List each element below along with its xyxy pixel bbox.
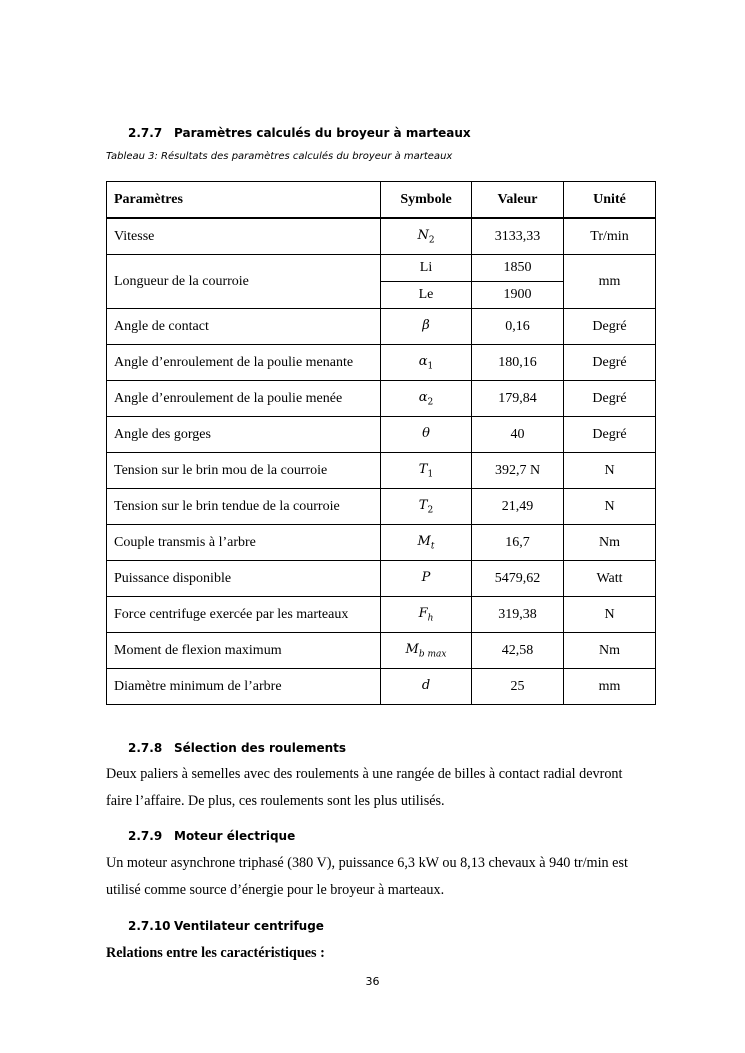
- results-table: [106, 181, 656, 705]
- section-title: Ventilateur centrifuge: [174, 919, 324, 933]
- unit-cell: mm: [564, 669, 656, 705]
- symbol-cell: [381, 669, 472, 705]
- value-cell: 319,38: [472, 597, 564, 633]
- symbol: [417, 533, 435, 552]
- paragraph-line: Deux paliers à semelles avec des roulements à une rangée de billes à contact radial devront: [106, 766, 623, 782]
- symbol-base: θ: [422, 425, 430, 441]
- symbol: [422, 426, 430, 441]
- unit-cell: N: [564, 597, 656, 633]
- value-cell: 0,16: [472, 309, 564, 345]
- header-unite: Unité: [564, 182, 656, 219]
- symbol-cell: [381, 525, 472, 561]
- param-cell: Tension sur le brin tendue de la courroie: [107, 489, 381, 525]
- value-cell: 1850: [472, 255, 564, 282]
- value-cell: 25: [472, 669, 564, 705]
- symbol: [422, 570, 431, 585]
- value-cell: 16,7: [472, 525, 564, 561]
- symbol-base: β: [422, 317, 430, 333]
- symbol: [422, 678, 430, 693]
- unit-cell: Nm: [564, 633, 656, 669]
- table-row: [107, 669, 656, 705]
- table-row: [107, 417, 656, 453]
- unit-cell: Nm: [564, 525, 656, 561]
- symbol-subscript: 2: [427, 397, 434, 408]
- symbol-base: T: [418, 461, 428, 477]
- table-row: [107, 633, 656, 669]
- value-cell: 179,84: [472, 381, 564, 417]
- unit-cell: Degré: [564, 381, 656, 417]
- table-row: [107, 597, 656, 633]
- param-cell: Puissance disponible: [107, 561, 381, 597]
- paragraph-line: faire l’affaire. De plus, ces roulements sont les plus utilisés.: [106, 793, 445, 809]
- symbol: [405, 641, 447, 660]
- symbol-base: P: [421, 569, 431, 585]
- symbol-base: d: [421, 677, 431, 693]
- symbol-subscript: 1: [427, 469, 434, 480]
- header-symbole: Symbole: [381, 182, 472, 219]
- table-row: [107, 489, 656, 525]
- symbol: [417, 227, 435, 246]
- table-row: [107, 218, 656, 255]
- unit-cell: N: [564, 453, 656, 489]
- table-row: [107, 255, 656, 282]
- section-heading-2-7-9: [128, 829, 295, 843]
- table-row: [107, 525, 656, 561]
- unit-cell: Watt: [564, 561, 656, 597]
- symbol-base: T: [418, 497, 428, 513]
- symbol: [418, 389, 434, 408]
- value-cell: 5479,62: [472, 561, 564, 597]
- param-cell: Moment de flexion maximum: [107, 633, 381, 669]
- symbol: [422, 318, 430, 333]
- symbol-cell: Le: [381, 282, 472, 309]
- section-heading-2-7-8: [128, 741, 346, 755]
- page-number: 36: [365, 975, 380, 988]
- symbol-cell: [381, 381, 472, 417]
- paragraph-line: Un moteur asynchrone triphasé (380 V), puissance 6,3 kW ou 8,13 chevaux à 940 tr/min est: [106, 855, 628, 871]
- unit-cell: N: [564, 489, 656, 525]
- param-cell: Angle de contact: [107, 309, 381, 345]
- symbol: [418, 497, 434, 516]
- param-cell: Force centrifuge exercée par les marteaux: [107, 597, 381, 633]
- symbol-cell: [381, 417, 472, 453]
- table-row: [107, 561, 656, 597]
- unit-cell: Degré: [564, 345, 656, 381]
- symbol-cell: [381, 453, 472, 489]
- section-number: 2.7.10: [128, 919, 171, 933]
- symbol-base: F: [418, 605, 428, 621]
- param-cell: Angle d’enroulement de la poulie menante: [107, 345, 381, 381]
- section-title: Sélection des roulements: [174, 741, 347, 755]
- symbol-base: α: [418, 353, 428, 369]
- param-cell: Angle d’enroulement de la poulie menée: [107, 381, 381, 417]
- symbol: [418, 461, 434, 480]
- symbol-base: M: [405, 641, 419, 657]
- param-cell: Tension sur le brin mou de la courroie: [107, 453, 381, 489]
- header-valeur: Valeur: [472, 182, 564, 219]
- symbol-subscript: 2: [427, 505, 434, 516]
- paragraph-line: utilisé comme source d’énergie pour le broyeur à marteaux.: [106, 882, 445, 898]
- header-parametres: Paramètres: [107, 182, 381, 219]
- value-cell: 3133,33: [472, 218, 564, 255]
- table-caption: Tableau 3: Résultats des paramètres calculés du broyeur à marteaux: [106, 151, 453, 162]
- table-header-row: [107, 182, 656, 219]
- value-cell: 392,7 N: [472, 453, 564, 489]
- symbol-subscript: h: [427, 613, 434, 624]
- unit-cell: Tr/min: [564, 218, 656, 255]
- param-cell: Vitesse: [107, 218, 381, 255]
- value-cell: 40: [472, 417, 564, 453]
- section-heading-2-7-10: [128, 919, 324, 933]
- symbol-base: M: [417, 533, 431, 549]
- symbol-cell: [381, 345, 472, 381]
- table-row: [107, 381, 656, 417]
- table-row: [107, 453, 656, 489]
- symbol-subscript: t: [430, 541, 435, 552]
- symbol-subscript: 2: [428, 235, 435, 246]
- value-cell: 180,16: [472, 345, 564, 381]
- param-cell: Longueur de la courroie: [107, 255, 381, 309]
- subheading: Relations entre les caractéristiques :: [106, 945, 325, 961]
- unit-cell: mm: [564, 255, 656, 309]
- symbol-cell: [381, 309, 472, 345]
- section-heading-2-7-7: [128, 126, 471, 140]
- symbol-base: α: [418, 389, 428, 405]
- table-row: [107, 345, 656, 381]
- section-title: Moteur électrique: [174, 829, 296, 843]
- section-number: 2.7.9: [128, 829, 163, 843]
- section-number: 2.7.8: [128, 741, 163, 755]
- param-cell: Couple transmis à l’arbre: [107, 525, 381, 561]
- symbol: [418, 605, 434, 624]
- symbol-cell: [381, 633, 472, 669]
- symbol-cell: [381, 489, 472, 525]
- param-cell: Diamètre minimum de l’arbre: [107, 669, 381, 705]
- symbol-subscript: 1: [427, 361, 434, 372]
- unit-cell: Degré: [564, 309, 656, 345]
- symbol-subscript: b max: [418, 649, 447, 660]
- section-number: 2.7.7: [128, 126, 163, 140]
- symbol-cell: Li: [381, 255, 472, 282]
- table-row: [107, 309, 656, 345]
- value-cell: 42,58: [472, 633, 564, 669]
- value-cell: 21,49: [472, 489, 564, 525]
- symbol-cell: [381, 561, 472, 597]
- unit-cell: Degré: [564, 417, 656, 453]
- symbol: [418, 353, 434, 372]
- section-title: Paramètres calculés du broyeur à marteaux: [174, 126, 471, 140]
- symbol-cell: [381, 218, 472, 255]
- symbol-base: N: [417, 227, 429, 243]
- value-cell: 1900: [472, 282, 564, 309]
- symbol-cell: [381, 597, 472, 633]
- param-cell: Angle des gorges: [107, 417, 381, 453]
